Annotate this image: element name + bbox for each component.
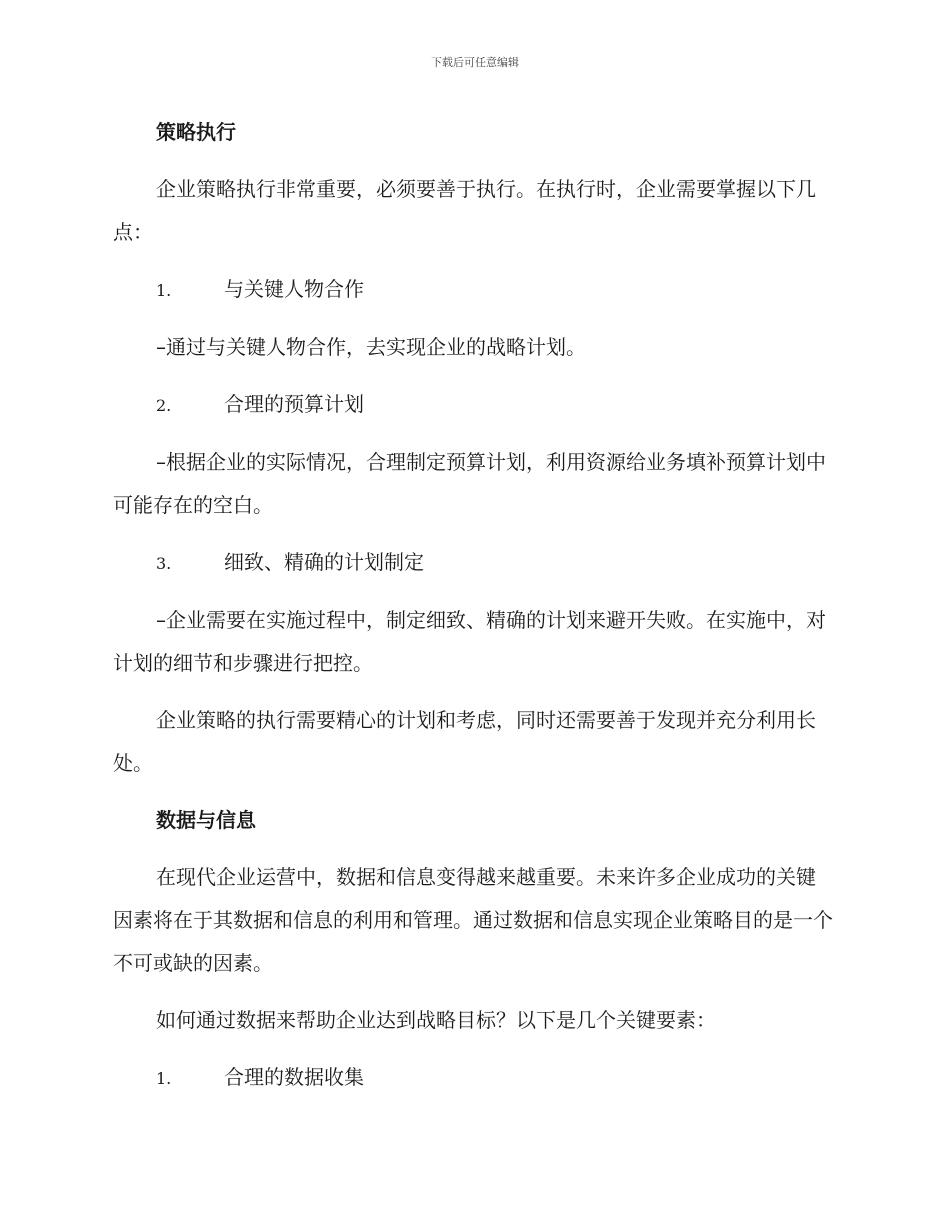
list-item-detail: –通过与关键人物合作，去实现企业的战略计划。 [156,335,586,359]
section-intro-strategy: 企业策略执行非常重要，必须要善于执行。在执行时，企业需要掌握以下几点： [113,177,816,244]
header-note: 下载后可任意编辑 [431,56,519,69]
section-conclusion-strategy: 企业策略的执行需要精心的计划和考虑，同时还需要善于发现并充分利用长处。 [113,708,816,775]
list-item-title: 与关键人物合作 [224,277,364,301]
section-heading-data: 数据与信息 [156,808,256,832]
list-number: 1. [156,281,172,300]
list-item-title: 合理的数据收集 [224,1065,364,1089]
list-item [113,268,835,312]
list-item-title: 细致、精确的计划制定 [224,550,424,574]
list-item [113,541,835,585]
list-item-detail: –企业需要在实施过程中，制定细致、精确的计划来避开失败。在实施中，对计划的细节和步骤进行把控。 [113,608,826,675]
section-question-data: 如何通过数据来帮助企业达到战略目标？以下是几个关键要素： [156,1008,716,1032]
list-item [113,1056,835,1100]
section-intro-data: 在现代企业运营中，数据和信息变得越来越重要。未来许多企业成功的关键因素将在于其数据和信息的利用和管理。通过数据和信息实现企业策略目的是一个不可或缺的因素。 [113,865,833,975]
list-item [113,383,835,427]
list-item-title: 合理的预算计划 [224,392,364,416]
list-number: 2. [156,396,172,415]
list-number: 3. [156,554,172,573]
section-heading-strategy: 策略执行 [156,120,236,144]
list-item-detail: –根据企业的实际情况，合理制定预算计划，利用资源给业务填补预算计划中可能存在的空白。 [113,450,826,517]
document-body [113,111,835,1114]
list-number: 1. [156,1069,172,1088]
